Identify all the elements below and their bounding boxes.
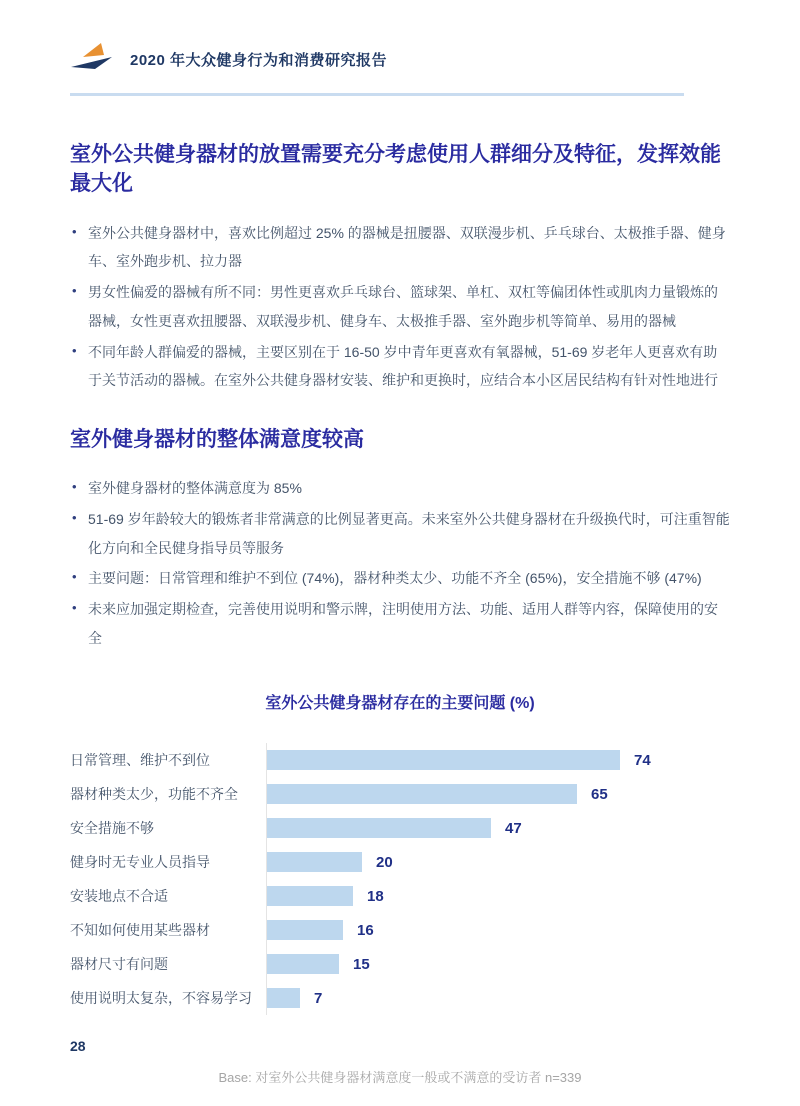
chart-category-label: 安装地点不合适 xyxy=(70,888,168,905)
chart-value-label: 18 xyxy=(367,887,384,905)
bar-chart xyxy=(70,743,730,1015)
chart-bar xyxy=(267,784,577,804)
chart-title: 室外公共健身器材存在的主要问题 (%) xyxy=(265,695,535,713)
chart-bar-area xyxy=(266,913,730,947)
bullet-item: • 男女性偏爱的器械有所不同：男性更喜欢乒乓球台、篮球架、单杠、双杠等偏团体性或肌肉力量锻炼的器械，女性更喜欢扭腰器、双联漫步机、健身车、太极推手器、室外跑步机等简单、易用的器械 xyxy=(70,278,730,335)
chart-category-label: 器材种类太少，功能不齐全 xyxy=(70,786,238,803)
chart-bar xyxy=(267,750,620,770)
chart-value-label: 15 xyxy=(353,955,370,973)
chart-row xyxy=(70,981,730,1015)
chart-value-label: 65 xyxy=(591,785,608,803)
section2-bullets xyxy=(70,474,730,652)
chart-row xyxy=(70,811,730,845)
chart-row xyxy=(70,947,730,981)
page-number: 28 xyxy=(70,1038,86,1054)
chart-bar-area xyxy=(266,811,730,845)
chart-bar-area xyxy=(266,947,730,981)
chart-bar-area xyxy=(266,981,730,1015)
base-note: Base: 对室外公共健身器材满意度一般或不满意的受访者 n=339 xyxy=(218,1070,582,1086)
chart-bar xyxy=(267,852,362,872)
section2-heading: 室外健身器材的整体满意度较高 xyxy=(70,427,364,451)
page-header xyxy=(70,40,730,78)
chart-bar-area xyxy=(266,845,730,879)
chart-bar xyxy=(267,886,353,906)
chart-row xyxy=(70,913,730,947)
chart-row xyxy=(70,743,730,777)
report-title: 2020 年大众健身行为和消费研究报告 xyxy=(130,51,388,69)
chart-bar xyxy=(267,818,491,838)
bullet-item: • 51-69 岁年龄较大的锻炼者非常满意的比例显著更高。未来室外公共健身器材在升级换代时，可注重智能化方向和全民健身指导员等服务 xyxy=(70,505,730,562)
chart-value-label: 16 xyxy=(357,921,374,939)
chart-bar xyxy=(267,988,300,1008)
chart-bar-area xyxy=(266,879,730,913)
header-divider xyxy=(70,93,684,96)
chart-category-label: 健身时无专业人员指导 xyxy=(70,854,210,871)
chart-category-label: 使用说明太复杂，不容易学习 xyxy=(70,990,252,1007)
section1-bullets xyxy=(70,219,730,395)
bullet-item: • 室外公共健身器材中，喜欢比例超过 25% 的器械是扭腰器、双联漫步机、乒乓球台、太极推手器、健身车、室外跑步机、拉力器 xyxy=(70,219,730,276)
chart-value-label: 74 xyxy=(634,751,651,769)
section1-heading: 室外公共健身器材的放置需要充分考虑使用人群细分及特征，发挥效能最大化 xyxy=(70,143,721,196)
chart-category-label: 安全措施不够 xyxy=(70,820,154,837)
bullet-item: • 室外健身器材的整体满意度为 85% xyxy=(70,474,730,503)
chart-value-label: 7 xyxy=(314,989,323,1007)
chart-row xyxy=(70,845,730,879)
chart-bar-area xyxy=(266,777,730,811)
bullet-item: • 主要问题：日常管理和维护不到位 (74%)，器材种类太少、功能不齐全 (65%)，安全措施不够 (47%) xyxy=(70,564,730,593)
chart-rows xyxy=(70,743,730,1015)
chart-category-label: 器材尺寸有问题 xyxy=(70,956,168,973)
chart-bar xyxy=(267,920,343,940)
chart-bar-area xyxy=(266,743,730,777)
chart-category-label: 日常管理、维护不到位 xyxy=(70,752,210,769)
chart-bar xyxy=(267,954,339,974)
bullet-item: • 不同年龄人群偏爱的器械，主要区别在于 16-50 岁中青年更喜欢有氧器械，51-69 岁老年人更喜欢有助于关节活动的器械。在室外公共健身器材安装、维护和更换时，应结合本小区居民结构有针对性地进行 xyxy=(70,338,730,395)
chart-category-label: 不知如何使用某些器材 xyxy=(70,922,210,939)
sail-logo-icon xyxy=(70,40,116,78)
chart-row xyxy=(70,777,730,811)
chart-value-label: 20 xyxy=(376,853,393,871)
bullet-item: • 未来应加强定期检查，完善使用说明和警示牌，注明使用方法、功能、适用人群等内容，保障使用的安全 xyxy=(70,595,730,652)
chart-value-label: 47 xyxy=(505,819,522,837)
chart-row xyxy=(70,879,730,913)
